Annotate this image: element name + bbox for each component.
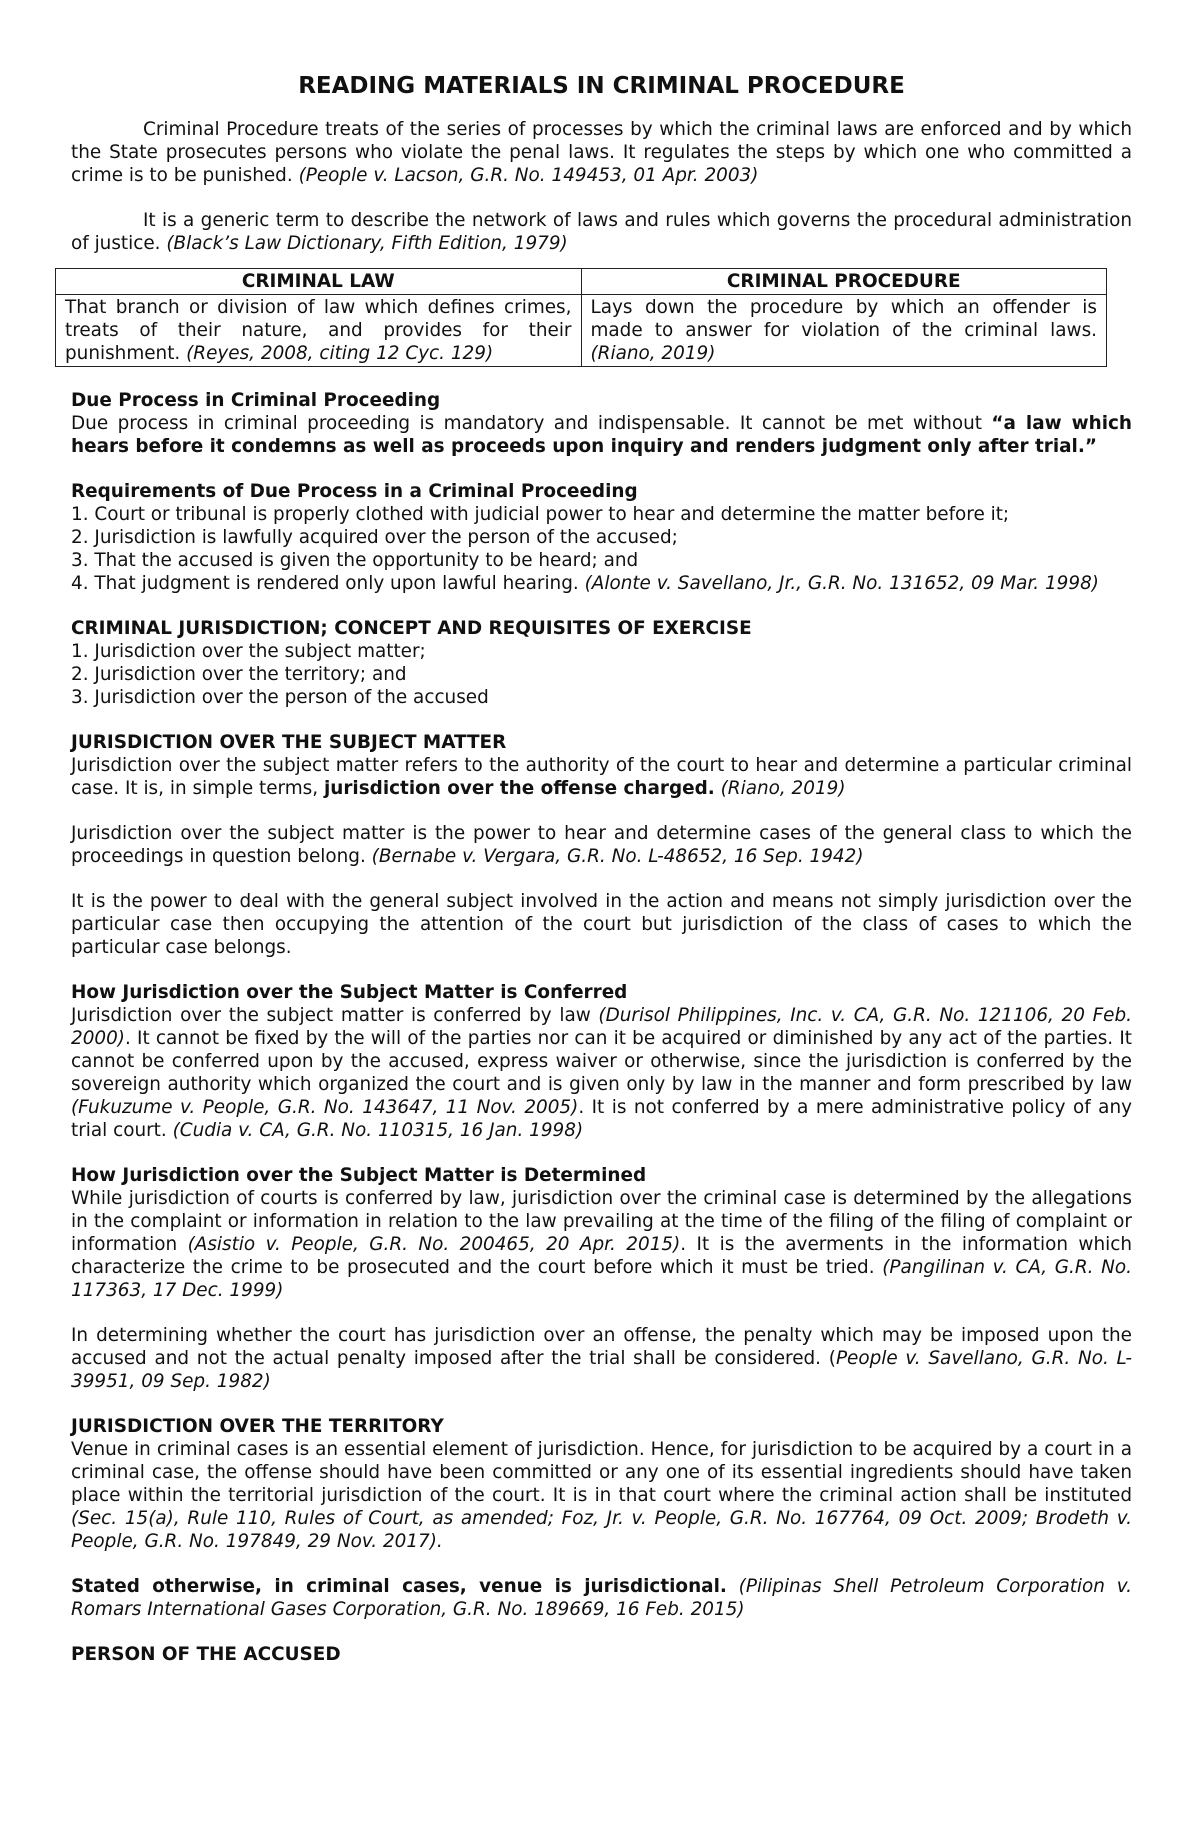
subject-matter-paragraph-2: Jurisdiction over the subject matter is the power to hear and determine cases of the general class to which the proceedings in question belong. (Bernabe v. Vergara, G.R. No. L-48652, 16 Sep. 1942)	[71, 823, 1132, 867]
territory-paragraph-2: Stated otherwise, in criminal cases, venue is jurisdictional. (Pilipinas Shell Petroleum Corporation v. Romars International Gases Corporation, G.R. No. 189669, 16 Feb. 2015)	[71, 1576, 1132, 1620]
subject-matter-paragraph-1: Jurisdiction over the subject matter refers to the authority of the court to hear and determine a particular criminal case. It is, in simple terms, jurisdiction over the offense charged. (Riano, 2019)	[71, 755, 1132, 799]
territory-paragraph-1: Venue in criminal cases is an essential element of jurisdiction. Hence, for jurisdiction to be acquired by a court in a criminal case, the offense should have been committed or any one of its essential ingredients should have taken place within the territorial jurisdiction of the court. It is in that court where the criminal action shall be instituted (Sec. 15(a), Rule 110, Rules of Court, as amended; Foz, Jr. v. People, G.R. No. 167764, 09 Oct. 2009; Brodeth v. People, G.R. No. 197849, 29 Nov. 2017).	[71, 1439, 1132, 1552]
heading-determined: How Jurisdiction over the Subject Matter is Determined	[71, 1165, 647, 1186]
list-item: 2. Jurisdiction over the territory; and	[71, 664, 407, 685]
list-item: 4. That judgment is rendered only upon lawful hearing. (Alonte v. Savellano, Jr., G.R. No. 131652, 09 Mar. 1998)	[71, 573, 1099, 594]
heading-subject-matter: JURISDICTION OVER THE SUBJECT MATTER	[71, 732, 507, 753]
jurisdiction-requisites-list	[71, 640, 1132, 709]
citation: (Bernabe v. Vergara, G.R. No. L-48652, 16 Sep. 1942)	[371, 846, 864, 867]
list-item: 3. That the accused is given the opportunity to be heard; and	[71, 550, 639, 571]
heading-territory: JURISDICTION OVER THE TERRITORY	[71, 1416, 444, 1437]
heading-conferred: How Jurisdiction over the Subject Matter is Conferred	[71, 982, 628, 1003]
citation: (Fukuzume v. People, G.R. No. 143647, 11 Nov. 2005)	[71, 1097, 579, 1118]
citation: (Black’s Law Dictionary, Fifth Edition, 1979)	[166, 233, 568, 254]
determined-paragraph-2: In determining whether the court has jurisdiction over an offense, the penalty which may be imposed upon the accused and not the actual penalty imposed after the trial shall be considered. (People v. Savellano, G.R. No. L-39951, 09 Sep. 1982)	[71, 1325, 1132, 1392]
comparison-table	[55, 268, 1107, 367]
heading-requirements: Requirements of Due Process in a Criminal Proceeding	[71, 481, 638, 502]
determined-paragraph-1: While jurisdiction of courts is conferred by law, jurisdiction over the criminal case is determined by the allegations in the complaint or information in relation to the law prevailing at the time of the filing of the filing of complaint or information (Asistio v. People, G.R. No. 200465, 20 Apr. 2015). It is the averments in the information which characterize the crime to be prosecuted and the court before which it must be tried. (Pangilinan v. CA, G.R. No. 117363, 17 Dec. 1999)	[71, 1188, 1132, 1301]
citation: (Reyes, 2008, citing 12 Cyc. 129)	[186, 343, 494, 364]
list-item: 1. Court or tribunal is properly clothed with judicial power to hear and determine the matter before it;	[71, 504, 1010, 525]
citation: (Riano, 2019)	[590, 343, 716, 364]
citation: (Pangilinan v. CA, G.R. No. 117363, 17 Dec. 1999)	[71, 1257, 1132, 1301]
table-cell-criminal-procedure: Lays down the procedure by which an offender is made to answer for violation of the criminal laws. (Riano, 2019)	[581, 295, 1107, 367]
list-item: 2. Jurisdiction is lawfully acquired over the person of the accused;	[71, 527, 678, 548]
heading-due-process: Due Process in Criminal Proceeding	[71, 390, 441, 411]
citation: (Pilipinas Shell Petroleum Corporation v. Romars International Gases Corporation, G.R. No. 189669, 16 Feb. 2015)	[71, 1576, 1132, 1620]
table-header-criminal-law: CRIMINAL LAW	[56, 269, 582, 295]
heading-person-of-accused: PERSON OF THE ACCUSED	[71, 1644, 341, 1665]
citation: (Alonte v. Savellano, Jr., G.R. No. 131652, 09 Mar. 1998)	[584, 573, 1099, 594]
citation: (Sec. 15(a), Rule 110, Rules of Court, as amended; Foz, Jr. v. People, G.R. No. 167764, 09 Oct. 2009; Brodeth v. People, G.R. No. 197849, 29 Nov. 2017).	[71, 1508, 1132, 1552]
table-header-criminal-procedure: CRIMINAL PROCEDURE	[581, 269, 1107, 295]
table-row	[56, 295, 1107, 367]
heading-criminal-jurisdiction: CRIMINAL JURISDICTION; CONCEPT AND REQUISITES OF EXERCISE	[71, 618, 752, 639]
list-item: 3. Jurisdiction over the person of the accused	[71, 687, 489, 708]
intro-paragraph-1: Criminal Procedure treats of the series of processes by which the criminal laws are enforced and by which the State prosecutes persons who violate the penal laws. It regulates the steps by which one who committed a crime is to be punished. (People v. Lacson, G.R. No. 149453, 01 Apr. 2003)	[71, 119, 1132, 186]
table-cell-criminal-law: That branch or division of law which defines crimes, treats of their nature, and provides for their punishment. (Reyes, 2008, citing 12 Cyc. 129)	[56, 295, 582, 367]
subject-matter-paragraph-3: It is the power to deal with the general subject involved in the action and means not simply jurisdiction over the particular case then occupying the attention of the court but jurisdiction of the class of cases to which the particular case belongs.	[71, 891, 1132, 958]
citation: (Cudia v. CA, G.R. No. 110315, 16 Jan. 1998)	[172, 1120, 584, 1141]
citation: People v. Savellano, G.R. No. L-39951, 09 Sep. 1982)	[71, 1348, 1132, 1392]
citation: (Riano, 2019)	[714, 778, 846, 799]
citation: (People v. Lacson, G.R. No. 149453, 01 Apr. 2003)	[298, 165, 759, 186]
table-header-row	[56, 269, 1107, 295]
intro-paragraph-2: It is a generic term to describe the network of laws and rules which governs the procedural administration of justice. (Black’s Law Dictionary, Fifth Edition, 1979)	[71, 210, 1132, 254]
conferred-paragraph: Jurisdiction over the subject matter is conferred by law (Durisol Philippines, Inc. v. CA, G.R. No. 121106, 20 Feb. 2000). It cannot be fixed by the will of the parties nor can it be acquired or diminished by any act of the parties. It cannot be conferred upon by the accused, express waiver or otherwise, since the jurisdiction is conferred by the sovereign authority which organized the court and is given only by law in the manner and form prescribed by law (Fukuzume v. People, G.R. No. 143647, 11 Nov. 2005). It is not conferred by a mere administrative policy of any trial court. (Cudia v. CA, G.R. No. 110315, 16 Jan. 1998)	[71, 1005, 1132, 1141]
citation: (Asistio v. People, G.R. No. 200465, 20 Apr. 2015)	[187, 1234, 681, 1255]
citation: (Durisol Philippines, Inc. v. CA, G.R. No. 121106, 20 Feb. 2000)	[71, 1005, 1132, 1049]
list-item: 1. Jurisdiction over the subject matter;	[71, 641, 426, 662]
due-process-paragraph: Due process in criminal proceeding is mandatory and indispensable. It cannot be met without “a law which hears before it condemns as well as proceeds upon inquiry and renders judgment only after trial.”	[71, 413, 1132, 457]
requirements-list	[71, 503, 1132, 595]
page-title: READING MATERIALS IN CRIMINAL PROCEDURE	[298, 73, 905, 99]
